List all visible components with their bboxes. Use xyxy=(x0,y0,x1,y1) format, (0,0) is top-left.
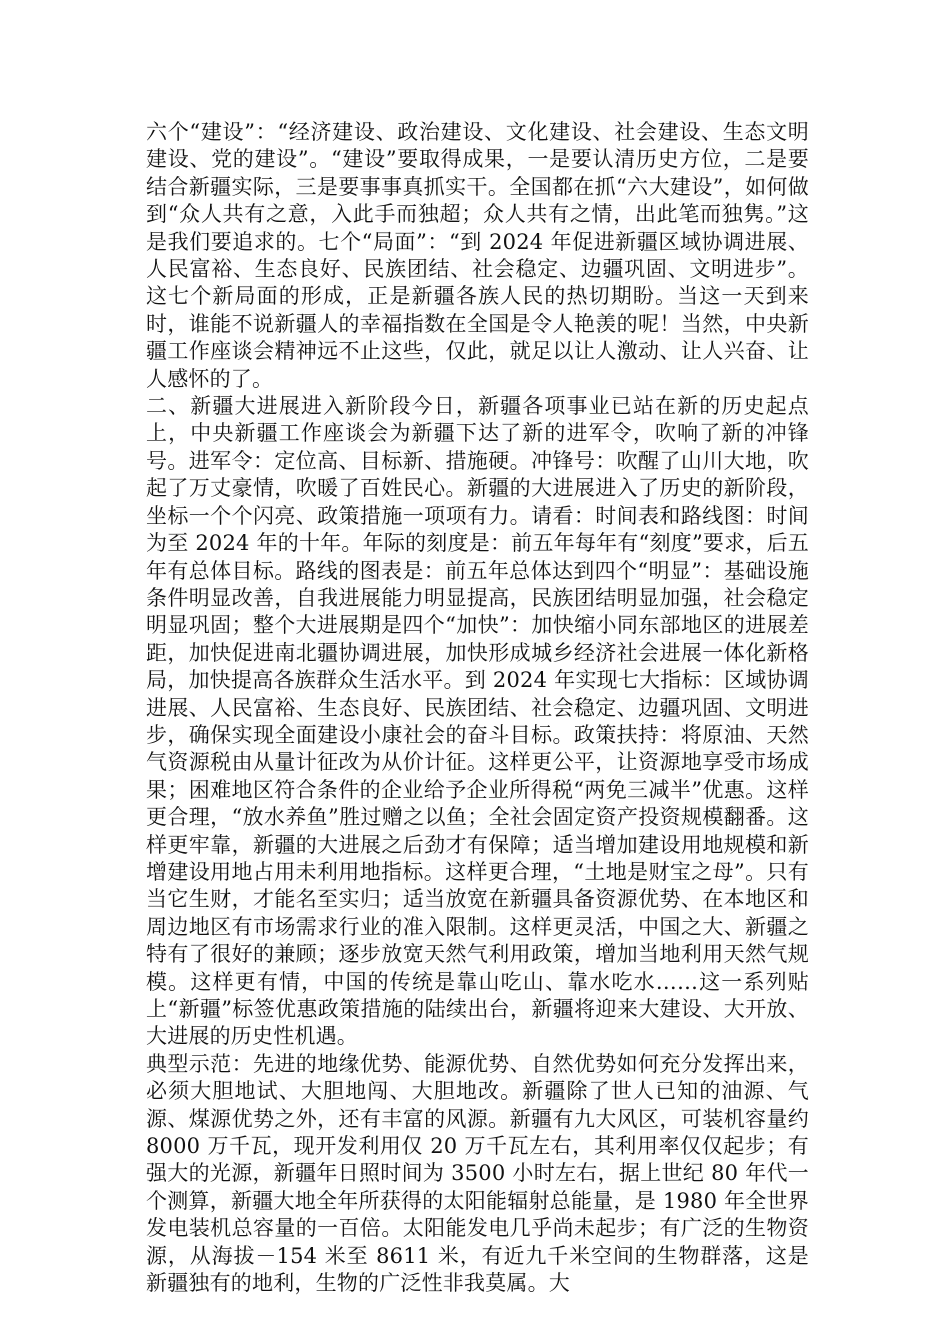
paragraph-six-constructions: 六个“建设”：“经济建设、政治建设、文化建设、社会建设、生态文明建设、党的建设”。“建设”要取得成果，一是要认清历史方位，二是要结合新疆实际，三是要事事真抓实干。全国都在抓“六大建设”，如何做到“众人共有之意，入此手而独超；众人共有之情，出此笔而独隽。”这是我们要追求的。七个“局面”：“到 2024 年促进新疆区域协调进展、人民富裕、生态良好、民族团结、社会稳定、边疆巩固、文明进步”。这七个新局面的形成，正是新疆各族人民的热切期盼。当这一天到来时，谁能不说新疆人的幸福指数在全国是令人艳羡的呢！当然，中央新疆工作座谈会精神远不止这些，仅此，就足以让人激动、让人兴奋、让人感怀的了。 xyxy=(146,120,809,391)
paragraph-typical-demonstration: 典型示范：先进的地缘优势、能源优势、自然优势如何充分发挥出来，必须大胆地试、大胆地闯、大胆地改。新疆除了世人已知的油源、气源、煤源优势之外，还有丰富的风源。新疆有九大风区，可装机容量约 8000 万千瓦，现开发利用仅 20 万千瓦左右，其利用率仅仅起步；有强大的光源，新疆年日照时间为 3500 小时左右，据上世纪 80 年代一个测算，新疆大地全年所获得的太阳能辐射总能量，是 1980 年全世界发电装机总容量的一百倍。太阳能发电几乎尚未起步；有广泛的生物资源，从海拔－154 米至 8611 米，有近九千米空间的生物群落，这是新疆独有的地利，生物的广泛性非我莫属。大 xyxy=(146,1051,809,1296)
paragraph-new-stage: 二、新疆大进展进入新阶段今日，新疆各项事业已站在新的历史起点上，中央新疆工作座谈会为新疆下达了新的进军令，吹响了新的冲锋号。进军令：定位高、目标新、措施硬。冲锋号：吹醒了山川大地，吹起了万丈豪情，吹暖了百姓民心。新疆的大进展进入了历史的新阶段，坐标一个个闪亮、政策措施一项项有力。请看：时间表和路线图：时间为至 2024 年的十年。年际的刻度是：前五年每年有“刻度”要求，后五年有总体目标。路线的图表是：前五年总体达到四个“明显”：基础设施条件明显改善，自我进展能力明显提高，民族团结明显加强，社会稳定明显巩固；整个大进展期是四个“加快”：加快缩小同东部地区的进展差距，加快促进南北疆协调进展，加快形成城乡经济社会进展一体化新格局，加快提高各族群众生活水平。到 2024 年实现七大指标：区域协调进展、人民富裕、生态良好、民族团结、社会稳定、边疆巩固、文明进步，确保实现全面建设小康社会的奋斗目标。政策扶持：将原油、天然气资源税由从量计征改为从价计征。这样更公平，让资源地享受市场成果；困难地区符合条件的企业给予企业所得税“两免三减半”优惠。这样更合理，“放水养鱼”胜过赠之以鱼；全社会固定资产投资规模翻番。这样更牢靠，新疆的大进展之后劲才有保障；适当增加建设用地规模和新增建设用地占用未利用地指标。这样更合理，“土地是财宝之母”。只有当它生财，才能名至实归；适当放宽在新疆具备资源优势、在本地区和周边地区有市场需求行业的准入限制。这样更灵活，中国之大、新疆之特有了很好的兼顾；逐步放宽天然气利用政策，增加当地利用天然气规模。这样更有情，中国的传统是靠山吃山、靠水吃水……这一系列贴上“新疆”标签优惠政策措施的陆续出台，新疆将迎来大建设、大开放、大进展的历史性机遇。 xyxy=(146,394,809,1049)
document-body xyxy=(146,119,809,1297)
